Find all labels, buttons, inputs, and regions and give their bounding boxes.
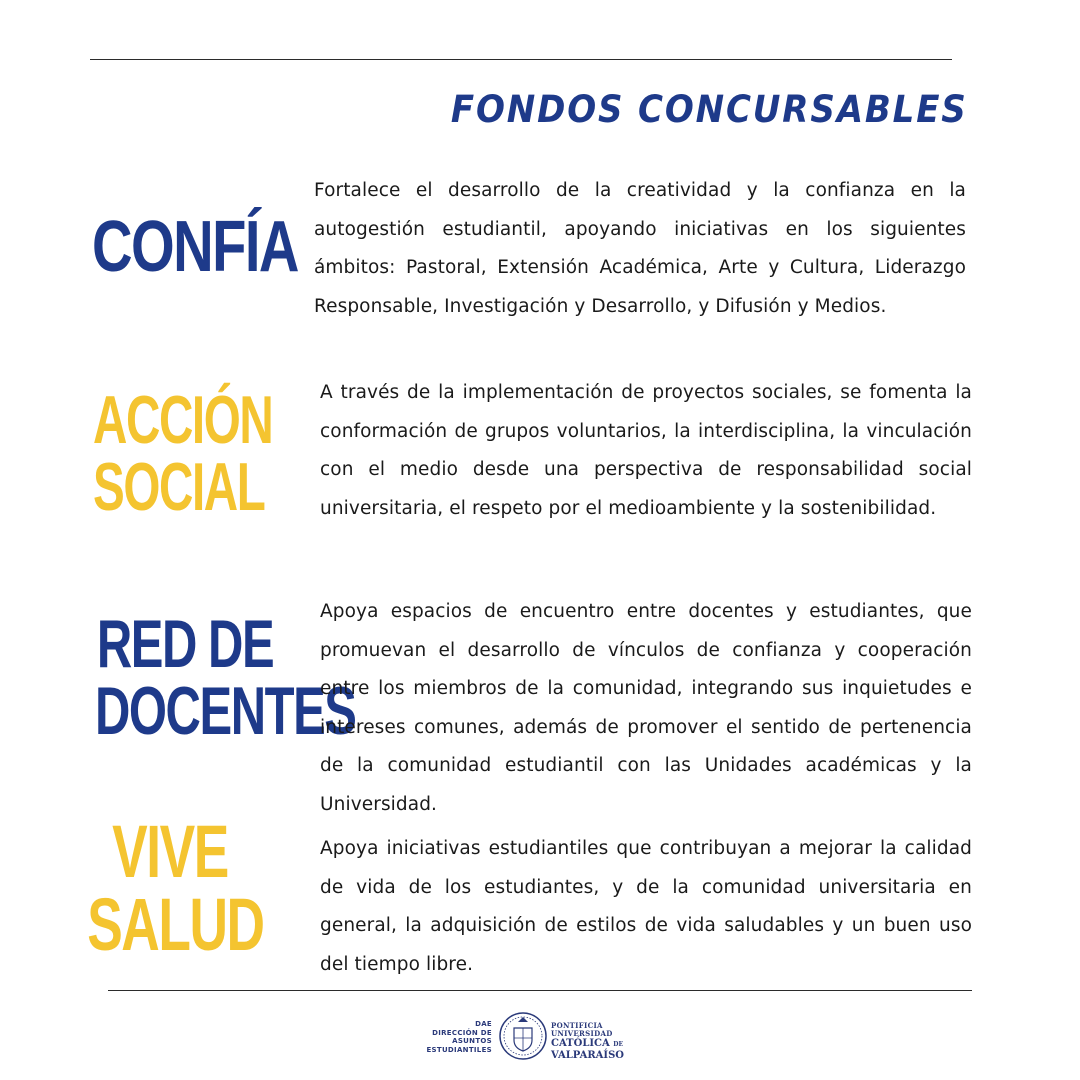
top-divider xyxy=(90,59,952,60)
fund-title-line: CONFÍA xyxy=(92,207,298,287)
fund-description-vive-salud: Apoya iniciativas estudiantiles que contribuyan a mejorar la calidad de vida de los estudiantes, y de la comunidad universitaria en general, la adquisición de estilos de vida saludables y un buen uso del tiempo libre. xyxy=(320,838,972,975)
university-seal-icon xyxy=(498,1006,548,1066)
fund-title-line: ACCIÓN xyxy=(93,382,273,458)
fund-description-accion-social: A través de la implementación de proyectos sociales, se fomenta la conformación de grupos voluntarios, la interdisciplina, la vinculación con el medio desde una perspectiva de responsabilidad social universitaria, el respeto por el medioambiente y la sostenibilidad. xyxy=(320,382,972,519)
fund-vive-salud xyxy=(0,810,1080,990)
fund-accion-social xyxy=(0,375,1080,545)
fund-confia xyxy=(0,170,1080,340)
dae-logo-text: DAE DIRECCIÓN DE ASUNTOS ESTUDIANTILES xyxy=(426,1020,492,1054)
bottom-divider xyxy=(108,990,972,991)
fund-description-confia: Fortalece el desarrollo de la creatividad y la confianza en la autogestión estudiantil, apoyando iniciativas en los siguientes ámbitos: Pastoral, Extensión Académica, Arte y Cultura, Liderazgo Responsable, Investigación y Desarrollo, y Difusión y Medios. xyxy=(314,180,966,317)
fund-title-line: DOCENTES xyxy=(95,672,356,749)
fund-title-vive-salud xyxy=(87,810,264,966)
fund-title-confia xyxy=(92,207,298,287)
university-logo-text: PONTIFICIA UNIVERSIDAD CATÓLICA DE VALPARAÍSO xyxy=(551,1021,625,1061)
fund-description-red-de-docentes: Apoya espacios de encuentro entre docentes y estudiantes, que promuevan el desarrollo de vínculos de confianza y cooperación entre los miembros de la comunidad, integrando sus inquietudes e intereses comunes, además de promover el sentido de pertenencia de la comunidad estudiantil con las Unidades académicas y la Universidad. xyxy=(320,601,972,815)
fund-red-de-docentes xyxy=(0,595,1080,815)
fund-title-accion-social xyxy=(93,382,273,525)
footer-logos xyxy=(0,1004,1080,1068)
fund-title-line: VIVE xyxy=(112,810,228,893)
fund-title-line: SOCIAL xyxy=(93,448,265,525)
fund-title-red-de-docentes xyxy=(95,606,356,749)
fund-title-line: RED DE xyxy=(96,606,274,682)
page-title: FONDOS CONCURSABLES xyxy=(451,88,968,131)
fund-title-line: SALUD xyxy=(87,882,264,966)
